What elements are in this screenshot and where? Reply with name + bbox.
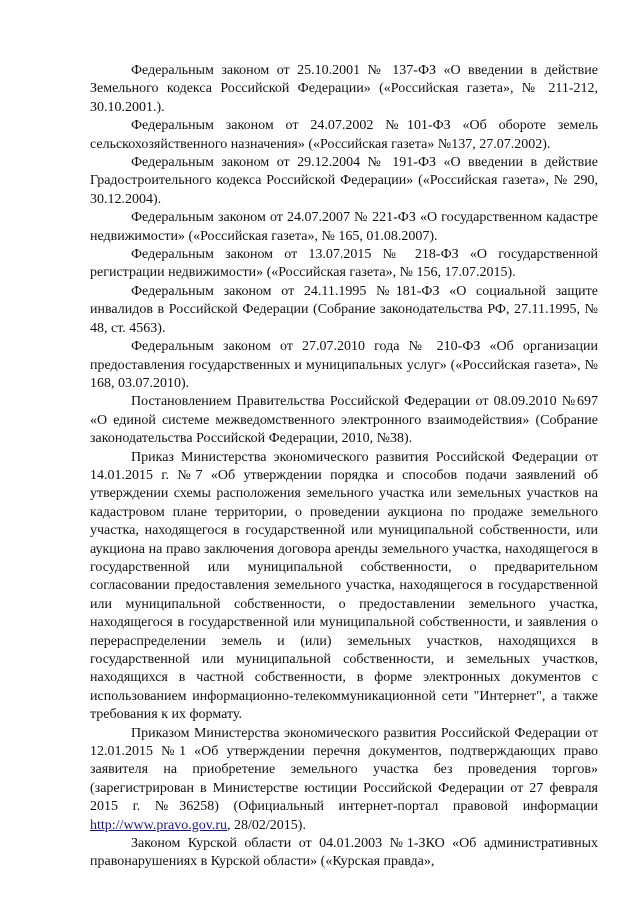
law-paragraph-registration: Федеральным законом от 13.07.2015 № 218-ФЗ «О государственной регистрации недвижимости» («Российская газета», № 156, 17.07.2015). bbox=[90, 247, 598, 281]
order-text-after-link: , 28/02/2015). bbox=[227, 817, 306, 833]
law-paragraph-public-services: Федеральным законом от 27.07.2010 года № 210-ФЗ «Об организации предоставления государственных и муниципальных услуг» («Российская газета», № 168, 03.07.2010). bbox=[90, 339, 598, 391]
decree-paragraph-interagency: Постановлением Правительства Российской Федерации от 08.09.2010 №697 «О единой системе межведомственного электронного взаимодействия» (Собрание законодательства Российской Федерации, 2010, №38). bbox=[90, 394, 598, 447]
law-paragraph-agricultural-land: Федеральным законом от 24.07.2002 №101-ФЗ «Об обороте земель сельскохозяйственного назначения» («Российская газета» №137, 27.07.2002). bbox=[90, 118, 598, 152]
law-paragraph-disabled-protection: Федеральным законом от 24.11.1995 №181-ФЗ «О социальной защите инвалидов в Российской Федерации (Собрание законодательства РФ, 27.11.1995, № 48, ст. 4563). bbox=[90, 283, 598, 336]
order-paragraph-application-methods: Приказ Министерства экономического развития Российской Федерации от 14.01.2015 г. №7 «Об утверждении порядка и способов подачи заявлений об утверждении схемы расположения земельного участка или земельных участков на кадастровом плане территории, о проведении аукциона по продаже земельного участка, находящегося в государственной или муниципальной собственности, или аукциона на право заключения договора аренды земельного участка, находящегося в государственной или муниципальной собственности, о предварительном согласовании предоставления земельного участка, находящегося в государственной или муниципальной собственности, о предоставлении земельного участка, находящегося в государственной или муниципальной собственности, и заявления о перераспределении земель и (или) земельных участков, находящихся в государственной или муниципальной собственности, и земельных участков, находящихся в частной собственности, в форме электронных документов с использованием информационно-телекоммуникационной сети "Интернет", а также требования к их формату. bbox=[90, 449, 598, 723]
law-paragraph-land-code: Федеральным законом от 25.10.2001 № 137-ФЗ «О введении в действие Земельного кодекса Российской Федерации» («Российская газета», № 211-212, 30.10.2001.). bbox=[90, 63, 598, 115]
law-paragraph-cadastre: Федеральным законом от 24.07.2007 № 221-ФЗ «О государственном кадастре недвижимости» («Российская газета», № 165, 01.08.2007). bbox=[90, 210, 598, 244]
order-text-before-link: Приказом Министерства экономического развития Российской Федерации от 12.01.2015 №1 «Об утверждении перечня документов, подтверждающих право заявителя на приобретение земельного участка без проведения торгов» (зарегистрирован в Министерстве юстиции Российской Федерации от 27 февраля 2015 г. №36258) (Официальный интернет-портал правовой информации bbox=[90, 725, 598, 815]
law-paragraph-urban-code: Федеральным законом от 29.12.2004 № 191-ФЗ «О введении в действие Градостроительного кодекса Российской Федерации» («Российская газета», № 290, 30.12.2004). bbox=[90, 155, 598, 207]
pravo-portal-link[interactable]: http://www.pravo.gov.ru bbox=[90, 817, 227, 833]
regional-law-paragraph: Законом Курской области от 04.01.2003 №1-ЗКО «Об административных правонарушениях в Курской области» («Курская правда», bbox=[90, 836, 598, 870]
order-paragraph-document-list bbox=[90, 725, 598, 835]
document-page bbox=[90, 62, 598, 872]
